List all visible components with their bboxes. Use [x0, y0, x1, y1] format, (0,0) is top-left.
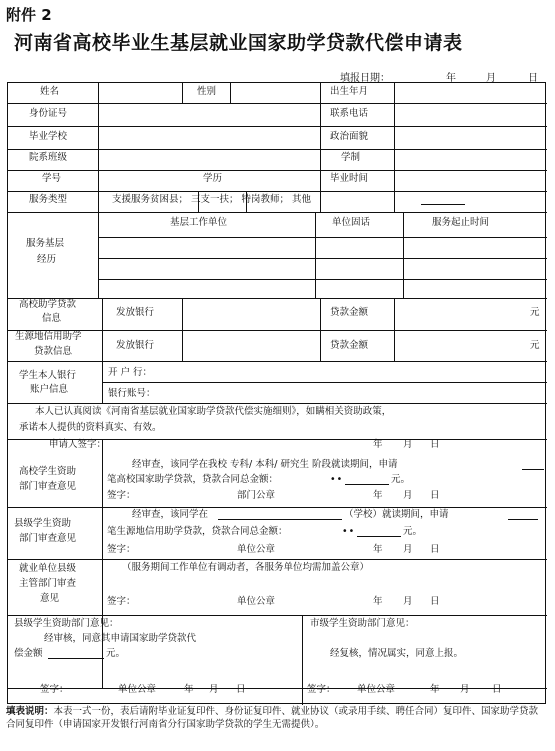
- birth-label: 出生年月: [330, 86, 369, 97]
- name-label: 姓名: [40, 86, 60, 97]
- city-opinion-text: 经复核，情况属实，同意上报。: [330, 648, 464, 659]
- county-review-line-1a: 经审查，该同学在: [132, 509, 209, 520]
- duration-label: 学制: [341, 152, 361, 163]
- source-loan-label-2: 贷款信息: [34, 346, 73, 357]
- attachment-label: 附件 2: [6, 6, 52, 24]
- applicant-sign: 申请人签字：: [49, 439, 107, 450]
- county-opinion-yuan: 元。: [106, 648, 126, 659]
- id-label: 身份证号: [29, 108, 68, 119]
- open-bank-label: 开 户 行：: [108, 367, 153, 378]
- employer-label-1: 就业单位县级: [19, 563, 77, 574]
- school-loan-amount: 贷款金额: [330, 307, 369, 318]
- county-opinion-month: 月: [209, 684, 219, 695]
- form-table: [7, 82, 546, 704]
- county-review-day: 日: [430, 544, 440, 555]
- account-no-label: 银行账号：: [108, 388, 156, 399]
- employer-day: 日: [430, 596, 440, 607]
- account-label-1: 学生本人银行: [19, 370, 77, 381]
- employer-month: 月: [403, 596, 413, 607]
- school-review-day: 日: [430, 490, 440, 501]
- gender-label: 性别: [197, 86, 217, 97]
- county-review-seal: 单位公章: [237, 544, 276, 555]
- county-review-dots: ••: [342, 526, 356, 537]
- city-opinion-year: 年: [430, 684, 440, 695]
- footnote-label: 填表说明：: [6, 706, 54, 717]
- form-title: 河南省高校毕业生基层就业国家助学贷款代偿申请表: [14, 32, 463, 54]
- source-loan-label-1: 生源地信用助学: [15, 331, 82, 342]
- footnote-text: 本表一式一份，表后请附毕业证复印件、身份证复印件、就业协议（或录用手续、聘任合同）复印件、国家助学贷款合同复印件（申请国家开发银行河南省分行国家助学贷款的学生无需提供）。: [6, 706, 539, 730]
- school-review-sign: 签字：: [107, 490, 136, 501]
- county-review-year: 年: [373, 544, 383, 555]
- city-opinion-day: 日: [492, 684, 502, 695]
- source-loan-yuan: 元: [530, 340, 540, 351]
- source-loan-bank: 发放银行: [116, 340, 155, 351]
- city-opinion-sign: 签字：: [307, 684, 336, 695]
- employer-seal: 单位公章: [237, 596, 276, 607]
- employer-sign: 签字：: [107, 596, 136, 607]
- school-review-yuan: 元。: [391, 474, 411, 485]
- col-phone: 单位固话: [332, 217, 371, 228]
- decl-year: 年: [373, 439, 383, 450]
- school-loan-label-2: 信息: [42, 313, 62, 324]
- service-type-options: 支援服务贫困县； 三支一扶； 特岗教师； 其他: [112, 194, 312, 205]
- city-opinion-month: 月: [460, 684, 470, 695]
- employer-label-2: 主管部门审查: [19, 578, 77, 589]
- fill-date-label: 填报日期：: [340, 73, 390, 84]
- school-review-month: 月: [403, 490, 413, 501]
- city-opinion-seal: 单位公章: [357, 684, 396, 695]
- account-label-2: 账户信息: [30, 384, 69, 395]
- school-review-line-1: 经审查，该同学在我校 专科/ 本科/ 研究生 阶段就读期间，申请: [132, 459, 398, 470]
- student-no-label: 学号: [42, 173, 62, 184]
- county-opinion-title: 县级学生资助部门意见：: [14, 618, 119, 629]
- county-opinion-seal: 单位公章: [118, 684, 157, 695]
- date-day: 日: [528, 73, 538, 84]
- county-review-label-1: 县级学生资助: [14, 518, 72, 529]
- employer-note: （服务期间工作单位有调动者，各服务单位均需加盖公章）: [122, 562, 370, 573]
- county-review-sign: 签字：: [107, 544, 136, 555]
- city-opinion-title: 市级学生资助部门意见：: [310, 618, 415, 629]
- declaration-line-2: 承诺本人提供的资料真实、有效。: [19, 422, 162, 433]
- school-review-dots: ••: [330, 474, 344, 485]
- service-exp-label-2: 经历: [37, 254, 57, 265]
- footnote: [6, 705, 546, 731]
- source-loan-amount: 贷款金额: [330, 340, 369, 351]
- school-loan-bank: 发放银行: [116, 307, 155, 318]
- school-review-year: 年: [373, 490, 383, 501]
- grad-time-label: 毕业时间: [330, 173, 369, 184]
- declaration-line-1: 本人已认真阅读《河南省基层就业国家助学贷款代偿实施细则》，如瞒相关资助政策，: [35, 406, 392, 417]
- political-label: 政治面貌: [330, 131, 369, 142]
- school-loan-yuan: 元: [530, 307, 540, 318]
- col-unit: 基层工作单位: [170, 217, 228, 228]
- school-review-seal: 部门公章: [237, 490, 276, 501]
- county-opinion-sign: 签字：: [40, 684, 69, 695]
- school-review-label-2: 部门审查意见: [19, 481, 77, 492]
- school-label: 毕业学校: [29, 131, 68, 142]
- employer-label-3: 意见: [40, 593, 60, 604]
- county-opinion-day: 日: [236, 684, 246, 695]
- school-review-line-2: 笔高校国家助学贷款，贷款合同总金额：: [107, 474, 279, 485]
- county-review-label-2: 部门审查意见: [19, 533, 77, 544]
- degree-label: 学历: [203, 173, 223, 184]
- employer-year: 年: [373, 596, 383, 607]
- county-opinion-text-2: 偿金额: [14, 648, 43, 659]
- decl-month: 月: [403, 439, 413, 450]
- phone-label: 联系电话: [330, 108, 369, 119]
- county-review-yuan: 元。: [403, 526, 423, 537]
- county-review-line-2: 笔生源地信用助学贷款，贷款合同总金额：: [107, 526, 288, 537]
- date-month: 月: [486, 73, 496, 84]
- service-exp-label-1: 服务基层: [26, 238, 65, 249]
- county-review-line-1b: （学校）就读期间，申请: [344, 509, 449, 520]
- dept-label: 院系班级: [29, 152, 68, 163]
- date-year: 年: [446, 73, 456, 84]
- col-time: 服务起止时间: [432, 217, 490, 228]
- service-type-label: 服务类型: [29, 194, 68, 205]
- county-review-month: 月: [403, 544, 413, 555]
- decl-day: 日: [430, 439, 440, 450]
- county-opinion-text-1: 经审核，同意其申请国家助学贷款代: [44, 633, 197, 644]
- county-opinion-year: 年: [184, 684, 194, 695]
- school-loan-label-1: 高校助学贷款: [19, 299, 77, 310]
- school-review-label-1: 高校学生资助: [19, 466, 77, 477]
